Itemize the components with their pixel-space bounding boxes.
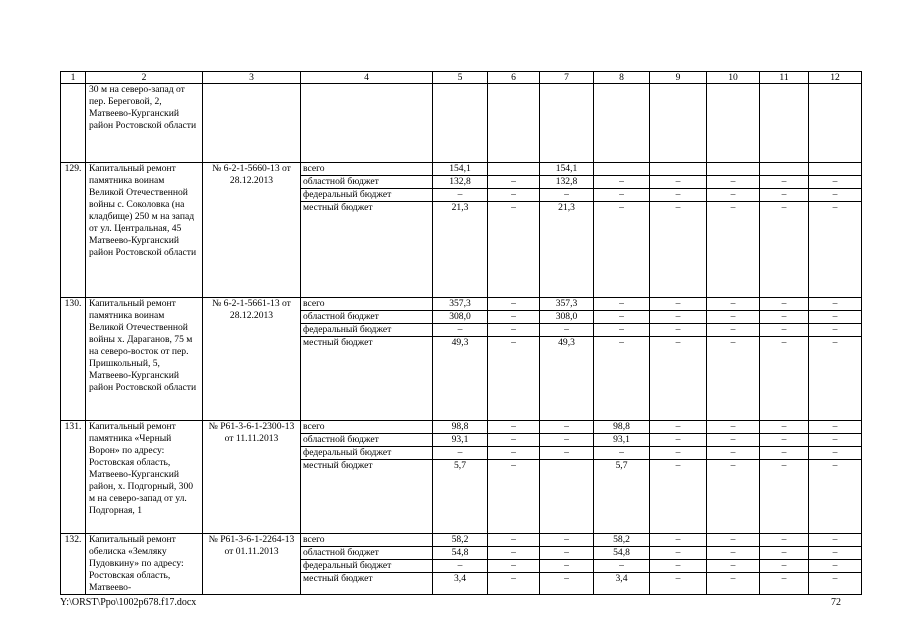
value-cell: – bbox=[809, 434, 861, 447]
value-cell: – bbox=[650, 434, 706, 447]
value-column-8 bbox=[594, 421, 650, 534]
column-header-2: 2 bbox=[86, 72, 203, 84]
value-cell: – bbox=[488, 447, 539, 460]
value-column-11 bbox=[760, 298, 809, 421]
value-cell: – bbox=[781, 460, 787, 471]
value-cell: – bbox=[730, 337, 736, 348]
value-column-10 bbox=[707, 298, 760, 421]
value-cell: 93,1 bbox=[433, 434, 487, 447]
value-column-12 bbox=[809, 163, 862, 298]
value-cell: – bbox=[488, 324, 539, 337]
value-cell bbox=[650, 163, 706, 176]
value-cell: – bbox=[809, 421, 861, 434]
value-cell: – bbox=[760, 560, 808, 573]
funding-source-label: федеральный бюджет bbox=[301, 189, 432, 202]
column-header-4: 4 bbox=[301, 72, 433, 84]
value-cell: – bbox=[809, 311, 861, 324]
value-cell: – bbox=[707, 434, 759, 447]
value-cell: – bbox=[650, 421, 706, 434]
value-column-10 bbox=[707, 163, 760, 298]
value-cell: 54,8 bbox=[594, 547, 649, 560]
value-cell: – bbox=[760, 176, 808, 189]
funding-source-label: федеральный бюджет bbox=[301, 447, 432, 460]
value-cell: – bbox=[433, 447, 487, 460]
value-cell: – bbox=[730, 573, 736, 584]
value-column-10 bbox=[707, 421, 760, 534]
funding-sources bbox=[301, 298, 433, 421]
value-cell: 98,8 bbox=[594, 421, 649, 434]
value-cell: – bbox=[781, 573, 787, 584]
value-cell: – bbox=[760, 447, 808, 460]
column-header-8: 8 bbox=[594, 72, 650, 84]
value-cell: – bbox=[540, 547, 593, 560]
funding-source-label: местный бюджет bbox=[303, 337, 373, 348]
value-cell: – bbox=[433, 324, 487, 337]
value-cell: – bbox=[488, 560, 539, 573]
value-cell: – bbox=[675, 337, 681, 348]
value-cell: – bbox=[809, 298, 861, 311]
value-cell: 93,1 bbox=[594, 434, 649, 447]
column-header-1: 1 bbox=[61, 72, 86, 84]
value-cell: – bbox=[809, 447, 861, 460]
funding-source-label: областной бюджет bbox=[301, 176, 432, 189]
value-cell: – bbox=[707, 534, 759, 547]
value-cell: – bbox=[433, 560, 487, 573]
value-cell: – bbox=[760, 298, 808, 311]
value-cell: – bbox=[433, 189, 487, 202]
value-column-7 bbox=[540, 534, 594, 595]
value-cell: 5,7 bbox=[454, 460, 466, 471]
value-cell: – bbox=[760, 434, 808, 447]
value-cell: – bbox=[594, 298, 649, 311]
value-cell: – bbox=[488, 547, 539, 560]
value-cell bbox=[488, 163, 539, 176]
value-cell: – bbox=[707, 189, 759, 202]
object-description: Капитальный ремонт памятника воинам Великой Отечественной войны с. Соколовка (на кладбище) 250 м на запад от ул. Центральная, 45 Матвеево-Курганский район Ростовской области bbox=[86, 163, 203, 298]
value-cell: – bbox=[650, 447, 706, 460]
value-cell: – bbox=[832, 460, 838, 471]
value-column-9 bbox=[650, 421, 707, 534]
funding-source-label: всего bbox=[301, 298, 432, 311]
value-cell: – bbox=[707, 176, 759, 189]
value-cell: – bbox=[488, 421, 539, 434]
value-cell: – bbox=[832, 573, 838, 584]
value-cell: 98,8 bbox=[433, 421, 487, 434]
funding-source-label: областной бюджет bbox=[301, 311, 432, 324]
funding-sources bbox=[301, 163, 433, 298]
column-header-6: 6 bbox=[488, 72, 540, 84]
expertise-document: № 6-2-1-5661-13 от 28.12.2013 bbox=[203, 298, 301, 421]
value-column-6 bbox=[488, 163, 540, 298]
value-cell: – bbox=[488, 298, 539, 311]
value-column-5 bbox=[433, 534, 488, 595]
funding-source-label: местный бюджет bbox=[303, 460, 373, 471]
column-header-10: 10 bbox=[707, 72, 760, 84]
value-cell: – bbox=[781, 337, 787, 348]
value-cell: – bbox=[650, 324, 706, 337]
footer-file-path: Y:\ORST\Ppo\1002p678.f17.docx bbox=[60, 597, 197, 608]
column-header-12: 12 bbox=[809, 72, 862, 84]
value-column-5 bbox=[433, 163, 488, 298]
value-column-9 bbox=[650, 534, 707, 595]
value-column-11 bbox=[760, 421, 809, 534]
funding-source-label: всего bbox=[301, 421, 432, 434]
value-cell: – bbox=[809, 534, 861, 547]
value-cell: – bbox=[707, 547, 759, 560]
value-cell: – bbox=[594, 189, 649, 202]
value-cell: – bbox=[650, 547, 706, 560]
funding-source-label: местный бюджет bbox=[303, 573, 373, 584]
value-column-7 bbox=[540, 421, 594, 534]
funding-sources bbox=[301, 421, 433, 534]
value-column-11 bbox=[760, 163, 809, 298]
value-cell: 5,7 bbox=[615, 460, 628, 471]
value-cell: – bbox=[707, 421, 759, 434]
value-column-9 bbox=[650, 298, 707, 421]
value-cell: – bbox=[488, 534, 539, 547]
value-cell: – bbox=[650, 534, 706, 547]
value-cell: – bbox=[540, 434, 593, 447]
value-cell: – bbox=[511, 202, 516, 213]
value-cell: 21,3 bbox=[558, 202, 575, 213]
value-cell bbox=[707, 163, 759, 176]
value-cell: 357,3 bbox=[433, 298, 487, 311]
value-cell: – bbox=[650, 311, 706, 324]
value-column-6 bbox=[488, 298, 540, 421]
value-cell: – bbox=[488, 311, 539, 324]
value-cell: – bbox=[707, 447, 759, 460]
column-header-11: 11 bbox=[760, 72, 809, 84]
value-column-6 bbox=[488, 534, 540, 595]
value-cell: – bbox=[707, 298, 759, 311]
value-cell: – bbox=[760, 421, 808, 434]
value-cell: – bbox=[650, 560, 706, 573]
table-row bbox=[61, 534, 862, 595]
value-cell: 154,1 bbox=[433, 163, 487, 176]
value-cell: 21,3 bbox=[451, 202, 469, 213]
value-cell: – bbox=[540, 534, 593, 547]
value-column-9 bbox=[650, 163, 707, 298]
page-number: 72 bbox=[831, 597, 841, 608]
value-cell: – bbox=[488, 176, 539, 189]
value-column-6 bbox=[488, 421, 540, 534]
value-column-8 bbox=[594, 163, 650, 298]
value-cell: – bbox=[511, 337, 516, 348]
value-cell: – bbox=[760, 311, 808, 324]
expertise-document: № Р61-3-6-1-2300-13 от 11.11.2013 bbox=[203, 421, 301, 534]
value-cell: 58,2 bbox=[594, 534, 649, 547]
value-cell: – bbox=[650, 189, 706, 202]
value-cell: – bbox=[809, 547, 861, 560]
value-cell: – bbox=[540, 560, 593, 573]
table-row bbox=[61, 298, 862, 421]
row-number: 132. bbox=[61, 534, 86, 595]
value-cell: – bbox=[564, 573, 569, 584]
value-cell bbox=[540, 460, 593, 472]
value-cell: 132,8 bbox=[540, 176, 593, 189]
value-cell: – bbox=[650, 298, 706, 311]
column-header-5: 5 bbox=[433, 72, 488, 84]
budget-table bbox=[60, 71, 862, 595]
value-cell: 49,3 bbox=[558, 337, 575, 348]
column-header-3: 3 bbox=[203, 72, 301, 84]
value-cell: – bbox=[675, 460, 681, 471]
value-cell: – bbox=[488, 189, 539, 202]
value-cell: – bbox=[540, 421, 593, 434]
value-cell: 132,8 bbox=[433, 176, 487, 189]
value-cell: – bbox=[707, 311, 759, 324]
table-row bbox=[61, 421, 862, 534]
expertise-document: № Р61-3-6-1-2264-13 от 01.11.2013 bbox=[203, 534, 301, 595]
funding-source-label: всего bbox=[301, 534, 432, 547]
row-number: 131. bbox=[61, 421, 86, 534]
value-cell: – bbox=[760, 324, 808, 337]
continued-row bbox=[61, 84, 862, 163]
value-cell: – bbox=[594, 447, 649, 460]
continued-description: 30 м на северо-запад от пер. Береговой, 2, Матвеево-Курганский район Ростовской области bbox=[86, 84, 203, 163]
value-column-12 bbox=[809, 421, 862, 534]
value-cell: – bbox=[594, 176, 649, 189]
value-cell: – bbox=[540, 189, 593, 202]
value-column-5 bbox=[433, 298, 488, 421]
value-cell: – bbox=[730, 202, 736, 213]
value-cell bbox=[760, 163, 808, 176]
value-cell: 58,2 bbox=[433, 534, 487, 547]
row-number: 130. bbox=[61, 298, 86, 421]
value-cell: 3,4 bbox=[454, 573, 466, 584]
value-column-7 bbox=[540, 298, 594, 421]
expertise-document: № 6-2-1-5660-13 от 28.12.2013 bbox=[203, 163, 301, 298]
value-cell: – bbox=[832, 202, 838, 213]
object-description: Капитальный ремонт обелиска «Земляку Пудовкину» по адресу: Ростовская область, Матвеево- bbox=[86, 534, 203, 595]
value-column-8 bbox=[594, 534, 650, 595]
value-cell: – bbox=[781, 202, 787, 213]
funding-source-label: федеральный бюджет bbox=[301, 324, 432, 337]
value-column-11 bbox=[760, 534, 809, 595]
value-cell: – bbox=[760, 547, 808, 560]
value-cell: – bbox=[675, 202, 681, 213]
value-cell: – bbox=[809, 324, 861, 337]
value-cell: – bbox=[511, 460, 516, 471]
value-column-12 bbox=[809, 298, 862, 421]
object-description: Капитальный ремонт памятника «Черный Ворон» по адресу: Ростовская область, Матвеево-Курганский район, х. Подгорный, 300 м на северо-запад от ул. Подгорная, 1 bbox=[86, 421, 203, 534]
value-cell: – bbox=[594, 560, 649, 573]
value-cell: – bbox=[809, 189, 861, 202]
value-cell: – bbox=[540, 324, 593, 337]
value-cell: 308,0 bbox=[433, 311, 487, 324]
value-cell: – bbox=[594, 311, 649, 324]
value-cell: – bbox=[760, 534, 808, 547]
header-row bbox=[61, 72, 862, 84]
value-column-7 bbox=[540, 163, 594, 298]
funding-source-label: федеральный бюджет bbox=[301, 560, 432, 573]
funding-source-label: областной бюджет bbox=[301, 547, 432, 560]
funding-sources bbox=[301, 534, 433, 595]
value-column-10 bbox=[707, 534, 760, 595]
value-cell: 308,0 bbox=[540, 311, 593, 324]
value-cell: – bbox=[594, 324, 649, 337]
value-cell: – bbox=[619, 337, 624, 348]
funding-source-label: местный бюджет bbox=[303, 202, 373, 213]
value-cell: – bbox=[809, 560, 861, 573]
value-cell: 3,4 bbox=[615, 573, 628, 584]
value-cell: – bbox=[540, 447, 593, 460]
value-cell: – bbox=[809, 176, 861, 189]
value-cell: 357,3 bbox=[540, 298, 593, 311]
funding-source-label: областной бюджет bbox=[301, 434, 432, 447]
table-row bbox=[61, 163, 862, 298]
value-cell: 49,3 bbox=[451, 337, 469, 348]
value-cell bbox=[594, 163, 649, 176]
value-cell: – bbox=[730, 460, 736, 471]
value-cell: – bbox=[832, 337, 838, 348]
value-cell: 54,8 bbox=[433, 547, 487, 560]
value-cell: – bbox=[511, 573, 516, 584]
value-cell: – bbox=[760, 189, 808, 202]
row-number: 129. bbox=[61, 163, 86, 298]
value-cell: 154,1 bbox=[540, 163, 593, 176]
column-header-7: 7 bbox=[540, 72, 594, 84]
value-cell: – bbox=[707, 560, 759, 573]
object-description: Капитальный ремонт памятника воинам Великой Отечественной войны х. Дараганов, 75 м на северо-восток от пер. Пришкольный, 5, Матвеево-Курганский район Ростовской области bbox=[86, 298, 203, 421]
value-cell: – bbox=[650, 176, 706, 189]
value-cell: – bbox=[675, 573, 681, 584]
value-column-5 bbox=[433, 421, 488, 534]
value-cell: – bbox=[488, 434, 539, 447]
value-column-8 bbox=[594, 298, 650, 421]
value-column-12 bbox=[809, 534, 862, 595]
funding-source-label: всего bbox=[301, 163, 432, 176]
value-cell bbox=[809, 163, 861, 176]
value-cell: – bbox=[707, 324, 759, 337]
value-cell: – bbox=[619, 202, 624, 213]
column-header-9: 9 bbox=[650, 72, 707, 84]
